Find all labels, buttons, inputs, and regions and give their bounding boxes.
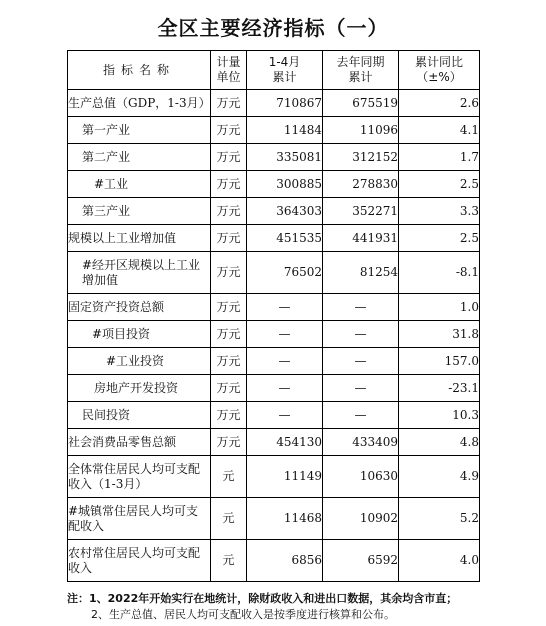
indicator-current: 335081 bbox=[247, 144, 323, 171]
table-row bbox=[68, 321, 480, 348]
table-row bbox=[68, 294, 480, 321]
table-row bbox=[68, 375, 480, 402]
indicator-current: — bbox=[247, 321, 323, 348]
indicator-last-year: — bbox=[323, 294, 399, 321]
footnote bbox=[67, 591, 537, 623]
header-unit bbox=[211, 51, 247, 90]
indicator-current: 11468 bbox=[247, 498, 323, 540]
indicator-unit: 元 bbox=[211, 540, 247, 582]
table-row bbox=[68, 171, 480, 198]
indicator-name: #项目投资 bbox=[68, 321, 211, 348]
indicator-growth: 4.8 bbox=[399, 429, 480, 456]
table-row bbox=[68, 90, 480, 117]
header-current-text: 1-4月 累计 bbox=[268, 55, 301, 84]
indicator-last-year: 278830 bbox=[323, 171, 399, 198]
indicator-unit: 万元 bbox=[211, 348, 247, 375]
indicator-unit: 万元 bbox=[211, 402, 247, 429]
indicator-name: 固定资产投资总额 bbox=[68, 294, 211, 321]
indicator-growth: 2.5 bbox=[399, 171, 480, 198]
indicator-current: 300885 bbox=[247, 171, 323, 198]
indicator-unit: 万元 bbox=[211, 321, 247, 348]
indicator-unit: 万元 bbox=[211, 144, 247, 171]
indicator-last-year: 10902 bbox=[323, 498, 399, 540]
indicator-unit: 万元 bbox=[211, 429, 247, 456]
indicator-current: — bbox=[247, 402, 323, 429]
indicator-last-year: 675519 bbox=[323, 90, 399, 117]
indicator-last-year: 441931 bbox=[323, 225, 399, 252]
indicator-name: 第三产业 bbox=[68, 198, 211, 225]
indicator-growth: 4.9 bbox=[399, 456, 480, 498]
indicator-current: 451535 bbox=[247, 225, 323, 252]
indicator-growth: 10.3 bbox=[399, 402, 480, 429]
indicator-growth: 4.0 bbox=[399, 540, 480, 582]
table-row bbox=[68, 225, 480, 252]
header-unit-text: 计量 单位 bbox=[216, 55, 241, 84]
indicator-name: #工业投资 bbox=[68, 348, 211, 375]
indicator-unit: 元 bbox=[211, 456, 247, 498]
indicator-growth: 5.2 bbox=[399, 498, 480, 540]
indicator-name: 民间投资 bbox=[68, 402, 211, 429]
indicator-growth: 2.5 bbox=[399, 225, 480, 252]
indicator-growth: -8.1 bbox=[399, 252, 480, 294]
indicator-growth: 2.6 bbox=[399, 90, 480, 117]
table-row bbox=[68, 198, 480, 225]
indicator-last-year: — bbox=[323, 348, 399, 375]
indicator-current: 454130 bbox=[247, 429, 323, 456]
indicator-current: 11484 bbox=[247, 117, 323, 144]
indicator-last-year: 6592 bbox=[323, 540, 399, 582]
indicator-last-year: — bbox=[323, 375, 399, 402]
footnote-line-1: 注：1、2022年开始实行在地统计，除财政收入和进出口数据，其余均含市直； bbox=[67, 592, 458, 605]
indicator-last-year: — bbox=[323, 321, 399, 348]
indicator-unit: 万元 bbox=[211, 294, 247, 321]
indicator-unit: 万元 bbox=[211, 198, 247, 225]
indicator-name: 农村常住居民人均可支配收入 bbox=[68, 540, 211, 582]
indicator-current: 6856 bbox=[247, 540, 323, 582]
indicator-current: 710867 bbox=[247, 90, 323, 117]
header-growth-text: 累计同比 （±%） bbox=[414, 55, 463, 84]
indicator-name: #工业 bbox=[68, 171, 211, 198]
indicator-name: 生产总值（GDP，1-3月） bbox=[68, 90, 211, 117]
indicator-name: 房地产开发投资 bbox=[68, 375, 211, 402]
indicator-last-year: — bbox=[323, 402, 399, 429]
indicator-last-year: 433409 bbox=[323, 429, 399, 456]
indicator-current: 11149 bbox=[247, 456, 323, 498]
indicator-unit: 万元 bbox=[211, 117, 247, 144]
table-row bbox=[68, 456, 480, 498]
indicator-unit: 万元 bbox=[211, 171, 247, 198]
indicators-table bbox=[67, 50, 480, 582]
indicator-unit: 万元 bbox=[211, 90, 247, 117]
table-row bbox=[68, 402, 480, 429]
indicator-current: — bbox=[247, 294, 323, 321]
indicator-growth: 31.8 bbox=[399, 321, 480, 348]
indicator-current: — bbox=[247, 375, 323, 402]
table-row bbox=[68, 540, 480, 582]
indicator-current: 76502 bbox=[247, 252, 323, 294]
table-row bbox=[68, 252, 480, 294]
indicator-last-year: 312152 bbox=[323, 144, 399, 171]
header-last-year bbox=[323, 51, 399, 90]
indicator-unit: 万元 bbox=[211, 225, 247, 252]
indicator-name: 第二产业 bbox=[68, 144, 211, 171]
indicator-growth: 1.7 bbox=[399, 144, 480, 171]
indicator-name: 社会消费品零售总额 bbox=[68, 429, 211, 456]
indicator-current: 364303 bbox=[247, 198, 323, 225]
indicator-current: — bbox=[247, 348, 323, 375]
indicator-growth: 4.1 bbox=[399, 117, 480, 144]
header-growth bbox=[399, 51, 480, 90]
indicator-growth: -23.1 bbox=[399, 375, 480, 402]
indicator-last-year: 10630 bbox=[323, 456, 399, 498]
footnote-line-2: 2、生产总值、居民人均可支配收入是按季度进行核算和公布。 bbox=[91, 608, 395, 621]
indicator-last-year: 352271 bbox=[323, 198, 399, 225]
indicator-name: 规模以上工业增加值 bbox=[68, 225, 211, 252]
indicator-unit: 元 bbox=[211, 498, 247, 540]
table-row bbox=[68, 117, 480, 144]
indicator-name: #城镇常住居民人均可支配收入 bbox=[68, 498, 211, 540]
header-indicator-name: 指标名称 bbox=[68, 51, 211, 90]
indicator-name: #经开区规模以上工业增加值 bbox=[68, 252, 211, 294]
indicator-growth: 157.0 bbox=[399, 348, 480, 375]
indicator-name: 第一产业 bbox=[68, 117, 211, 144]
header-last-year-text: 去年同期 累计 bbox=[336, 55, 385, 84]
table-row bbox=[68, 498, 480, 540]
indicator-name: 全体常住居民人均可支配收入（1-3月） bbox=[68, 456, 211, 498]
header-current bbox=[247, 51, 323, 90]
indicator-growth: 1.0 bbox=[399, 294, 480, 321]
indicator-growth: 3.3 bbox=[399, 198, 480, 225]
table-row bbox=[68, 144, 480, 171]
page-title: 全区主要经济指标（一） bbox=[157, 16, 389, 40]
indicator-unit: 万元 bbox=[211, 252, 247, 294]
table-row bbox=[68, 429, 480, 456]
indicator-last-year: 81254 bbox=[323, 252, 399, 294]
indicator-last-year: 11096 bbox=[323, 117, 399, 144]
indicator-unit: 万元 bbox=[211, 375, 247, 402]
table-row bbox=[68, 348, 480, 375]
table-header-row bbox=[68, 51, 480, 90]
